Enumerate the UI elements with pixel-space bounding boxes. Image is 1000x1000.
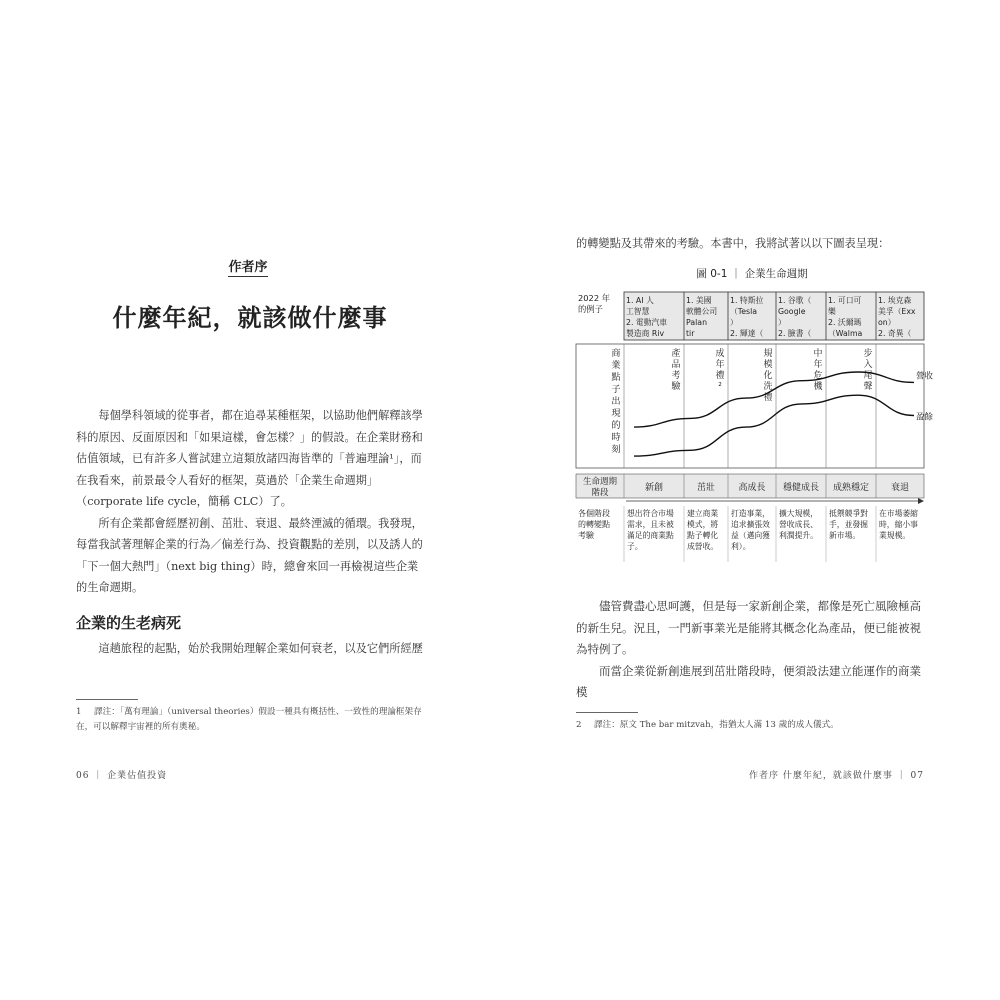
example-company: 1. 特斯拉 <box>730 296 764 305</box>
example-company: 軟體公司 <box>686 307 718 316</box>
series-label: 營收 <box>916 371 934 382</box>
challenge-text: 營收成長、 <box>779 520 818 529</box>
footnote-rule <box>76 699 138 700</box>
right-body-text <box>576 596 928 704</box>
challenge-text: 利）。 <box>731 542 751 551</box>
stage-label: 高成長 <box>738 483 766 493</box>
transition-char: 尾 <box>863 371 873 381</box>
right-intro-text: 的轉變點及其帶來的考驗。本書中，我將試著以以下圖表呈現： <box>576 237 890 250</box>
transition-char: 規 <box>763 349 773 359</box>
transition-char: 產 <box>671 349 681 359</box>
paragraph: 儘管費盡心思呵護，但是每一家新創企業，都像是死亡風險極高的新生兒。況且，一門新事業光是能將其概念化為產品，便已能被視為特例了。 <box>576 599 921 656</box>
challenge-text: 時，縮小事 <box>879 520 918 529</box>
section-label: 作者序 <box>228 260 268 275</box>
challenge-text: 滿足的商業點 <box>627 531 674 540</box>
transition-char: 中 <box>813 349 823 359</box>
example-company: 樂 <box>828 307 836 316</box>
example-company: 1. 可口可 <box>828 296 862 305</box>
transition-char: 機 <box>813 382 823 392</box>
transition-char: ² <box>718 382 722 392</box>
transition-char: 品 <box>671 360 681 370</box>
transition-char: 洗 <box>763 382 773 392</box>
challenge-text: 益（邁向獲 <box>731 531 770 540</box>
example-company: （Tesla <box>730 307 758 316</box>
challenge-header: 考驗 <box>578 531 594 540</box>
transition-char: 模 <box>763 360 773 370</box>
stage-label: 新創 <box>644 483 664 493</box>
example-company: 1. 美國 <box>686 296 712 305</box>
challenge-text: 模式，將 <box>687 520 719 529</box>
example-company: （Walma <box>828 329 863 338</box>
challenge-text: 點子轉化 <box>687 531 719 540</box>
example-company: ） <box>778 318 786 327</box>
example-company: 1. 埃克森 <box>878 296 912 305</box>
example-company: ） <box>730 318 738 327</box>
challenge-text: 抵禦競爭對 <box>829 509 868 518</box>
example-company: 1. AI 人 <box>626 296 654 305</box>
footnote <box>576 718 928 733</box>
example-company: 1. 谷歌（ <box>778 296 812 305</box>
footnote-text: 譯注：原文 The bar mitzvah，指猶太人滿 13 歲的成人儀式。 <box>594 720 839 730</box>
transition-axis-char: 出 <box>611 396 621 407</box>
subheading: 企業的生老病死 <box>76 614 182 632</box>
example-company: 美孚（Exx <box>878 307 916 316</box>
challenge-text: 追求擴張效 <box>731 520 770 529</box>
chapter-title: 什麼年紀，就該做什麼事 <box>112 304 388 332</box>
transition-char: 年 <box>813 360 823 370</box>
transition-char: 考 <box>671 371 681 381</box>
challenge-text: 建立商業 <box>687 509 719 518</box>
transition-axis-char: 子 <box>611 384 621 395</box>
challenge-text: 在市場萎縮 <box>879 509 918 518</box>
transition-axis-char: 的 <box>611 420 621 431</box>
example-company: 2. 奇異（ <box>878 329 912 338</box>
left-body-text <box>76 405 426 599</box>
transition-char: 成 <box>715 349 725 359</box>
page-footer-left: 06 ｜ 企業估值投資 <box>76 771 168 781</box>
paragraph: 每個學科領域的從事者，都在追尋某種框架，以協助他們解釋該學科的原因、反面原因和「如果這樣，會怎樣？」的假設。在企業財務和估值領域，已有許多人嘗試建立這類放諸四海皆準的「普遍理論¹」，而在我看來，前景最令人看好的框架，莫過於「企業生命週期」（corporate life cycle，簡稱 CLC）了。 <box>76 409 423 508</box>
transition-axis-char: 刻 <box>611 444 621 455</box>
section-rule <box>228 276 268 277</box>
footnote-text: 譯注：「萬有理論」（universal theories）假設一種具有概括性、一致性的理論框架存在，可以解釋宇宙裡的所有奧秘。 <box>76 707 422 732</box>
example-company: tir <box>686 329 695 338</box>
challenge-header: 各個階段 <box>578 509 610 518</box>
stage-header: 生命週期 <box>582 477 618 487</box>
footnote-number: 1 <box>76 707 82 717</box>
example-company: 2. 輝達（ <box>730 329 764 338</box>
stage-label: 衰退 <box>890 483 910 493</box>
lifecycle-figure <box>576 288 934 560</box>
footnote <box>76 705 428 735</box>
transition-char: 化 <box>763 371 773 381</box>
figure-caption: 圖 0-1 ｜ 企業生命週期 <box>696 268 808 280</box>
footnote-rule <box>576 712 638 713</box>
example-company: Google <box>778 307 806 316</box>
challenge-text: 成營收。 <box>687 542 719 551</box>
example-company: 製造商 Riv <box>626 329 665 338</box>
stage-label: 成熟穩定 <box>832 483 870 493</box>
challenge-header: 的轉變點 <box>578 520 610 529</box>
transition-char: 步 <box>863 349 873 359</box>
transition-axis-char: 現 <box>611 408 621 419</box>
example-company: Palan <box>686 318 708 327</box>
transition-char: 驗 <box>671 382 681 392</box>
transition-axis-char: 業 <box>611 360 621 371</box>
example-company: 2. 沃爾瑪 <box>828 318 862 327</box>
example-company: on） <box>878 318 896 327</box>
stage-header: 階段 <box>591 488 609 498</box>
paragraph: 這趟旅程的起點，始於我開始理解企業如何衰老，以及它們所經歷 <box>98 642 423 655</box>
challenge-text: 擴大規模， <box>779 509 818 518</box>
challenge-text: 新市場。 <box>829 531 861 540</box>
paragraph: 而當企業從新創進展到茁壯階段時，便須設法建立能運作的商業模 <box>576 663 921 699</box>
transition-char: 聲 <box>863 382 873 392</box>
examples-label: 的例子 <box>578 304 603 314</box>
transition-axis-char: 時 <box>611 432 621 443</box>
example-company: 2. 臉書（ <box>778 329 812 338</box>
stage-label: 茁壯 <box>696 483 716 493</box>
transition-char: 入 <box>863 360 873 370</box>
challenge-text: 打造事業， <box>731 509 770 518</box>
transition-axis-char: 點 <box>611 372 621 383</box>
transition-char: 禮 <box>763 393 773 403</box>
stage-label: 穩健成長 <box>782 483 820 493</box>
challenge-text: 子。 <box>627 542 643 551</box>
transition-char: 危 <box>813 371 823 381</box>
paragraph: 所有企業都會經歷初創、茁壯、衰退、最終湮滅的循環。我發現，每當我試著理解企業的行為／偏差行為、投資觀點的差別，以及誘人的「下一個大熱門」（next big thing）時，總會來回一再檢視這些企業的生命週期。 <box>76 516 423 594</box>
series-label: 盈餘 <box>916 412 934 423</box>
transition-char: 年 <box>715 360 725 370</box>
challenge-text: 業規模。 <box>879 531 911 540</box>
transition-axis-char: 商 <box>611 348 621 359</box>
page-footer-right: 作者序 什麼年紀，就該做什麼事 ｜ 07 <box>748 771 924 781</box>
challenge-text: 手，並發掘 <box>829 520 868 529</box>
example-company: 2. 電動汽車 <box>626 318 668 327</box>
transition-char: 禮 <box>715 371 725 381</box>
footnote-number: 2 <box>576 720 582 730</box>
challenge-text: 需求，且未被 <box>627 520 674 529</box>
left-body-text-2 <box>76 638 426 660</box>
challenge-text: 利潤提升。 <box>779 531 818 540</box>
example-company: 工智慧 <box>626 307 650 316</box>
challenge-text: 想出符合市場 <box>627 509 674 518</box>
examples-label: 2022 年 <box>578 293 611 303</box>
